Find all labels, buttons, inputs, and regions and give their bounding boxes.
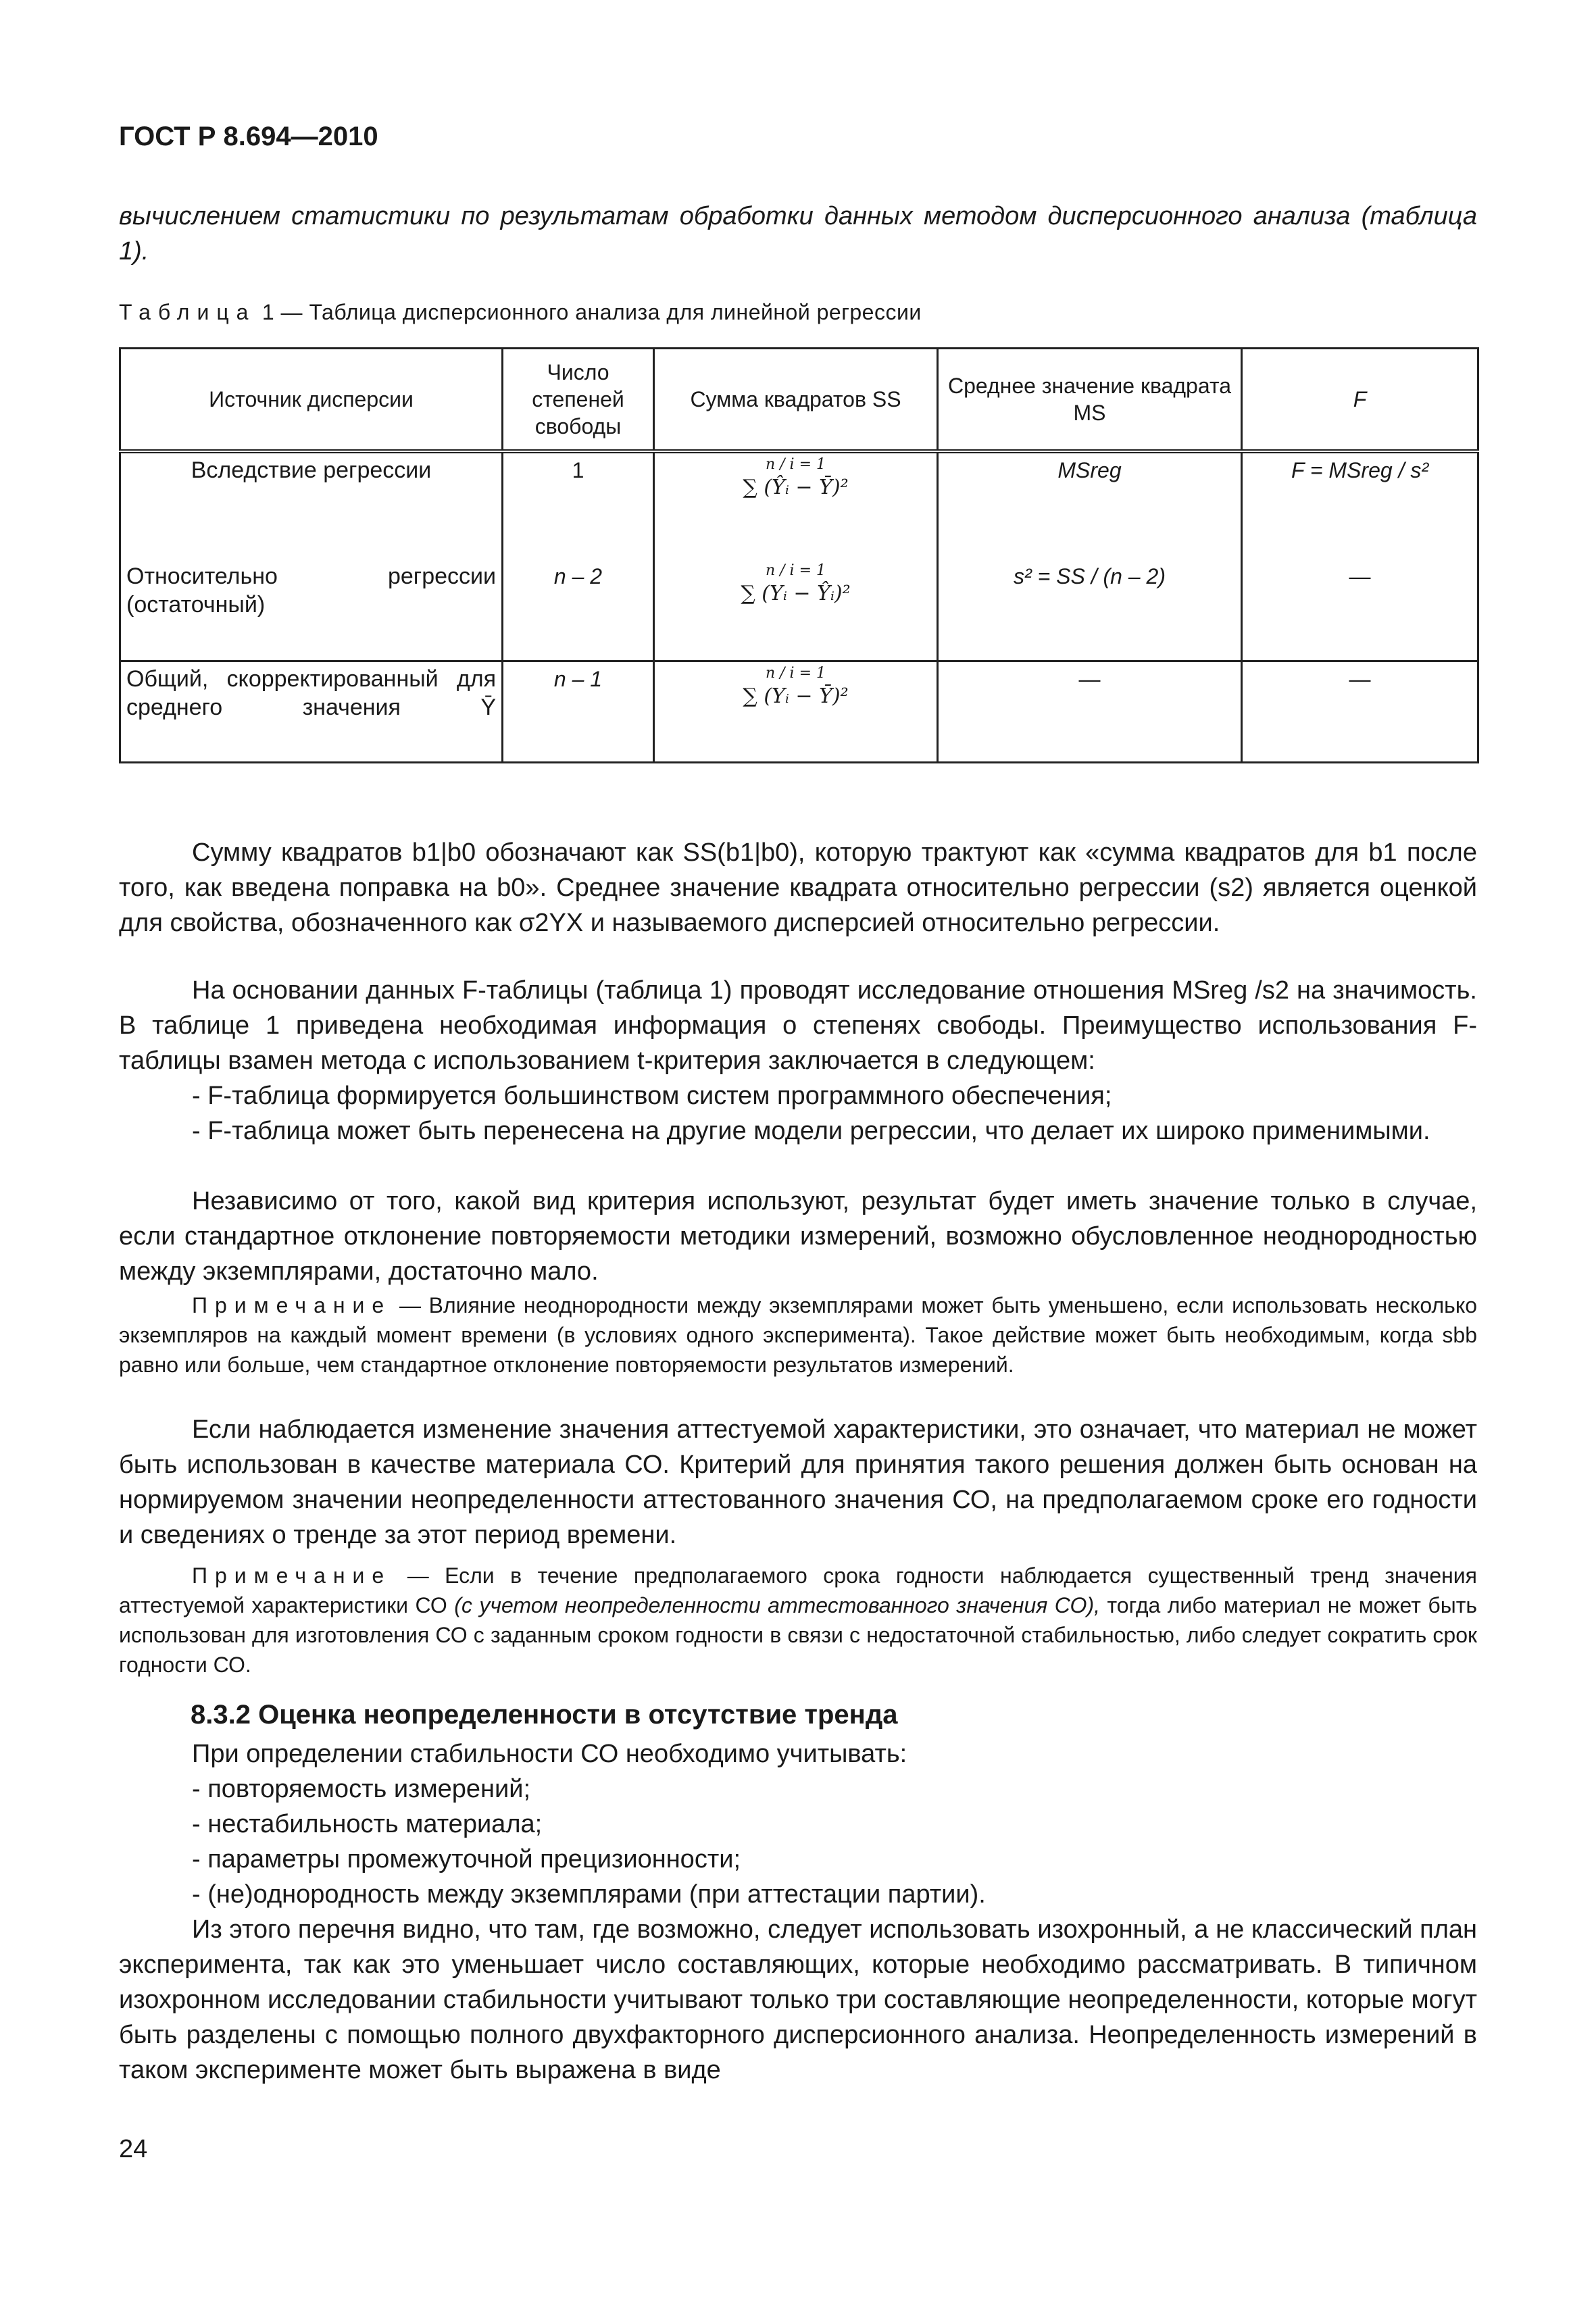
row-source: Вследствие регрессии: [120, 451, 503, 559]
row-f: —: [1242, 559, 1478, 661]
paragraph-stability: При определении стабильности СО необходимо учитывать:: [192, 1740, 907, 1768]
row-ss-formula: ∑ (Ŷᵢ − Ȳ)²: [743, 476, 849, 499]
list-item: - повторяемость измерений;: [192, 1775, 530, 1803]
table-caption-word: Таблица: [119, 300, 256, 324]
row-f: —: [1242, 661, 1478, 762]
col-header-ms: Среднее значение квадрата MS: [938, 349, 1242, 452]
row-ss: [654, 451, 938, 559]
paragraph-isochronous: Из этого перечня видно, что там, где возможно, следует использовать изохронный, а не классический план эксперимента, так как это уменьшает число составляющих, которые необходимо рассматривать. В типичном изохронном исследовании стабильности учитывают только три составляющие неопределенности, которые могут быть разделены с помощью полного двухфакторного дисперсионного анализа. Неопределенность измерений в таком эксперименте может быть выражена в виде: [119, 1915, 1477, 2084]
row-ss-formula: ∑ (Yᵢ − Ȳ)²: [743, 684, 849, 708]
row-ss-formula: ∑ (Yᵢ − Ŷᵢ)²: [741, 582, 851, 605]
row-df: n – 1: [503, 661, 654, 762]
row-ms: —: [938, 661, 1242, 762]
table-caption-text: 1 — Таблица дисперсионного анализа для линейной регрессии: [261, 300, 922, 324]
paragraph-f-table: На основании данных F-таблицы (таблица 1) проводят исследование отношения MSreg /s2 на значимость. В таблице 1 приведена необходимая информация о степенях свободы. Преимущество использования F-таблицы взамен метода с использованием t-критерия заключается в следующем:: [119, 976, 1477, 1075]
row-df: 1: [503, 451, 654, 559]
row-ss-limits: n / i = 1: [765, 456, 826, 473]
paragraph-sum-of-squares: Сумму квадратов b1|b0 обозначают как SS(b1|b0), которую трактуют как «сумма квадратов для b1 после того, как введена поправка на b0». Среднее значение квадрата относительно регрессии (s2) является оценкой для свойства, обозначенного как σ2YX и называемого дисперсией относительно регрессии.: [119, 838, 1477, 937]
note-text: — Если в течение предполагаемого срока годности наблюдается существенный тренд значения аттестуемой характеристики СО: [119, 1563, 1478, 1617]
bullet-item: - F-таблица может быть перенесена на другие модели регрессии, что делает их широко применимыми.: [192, 1117, 1430, 1145]
list-item: - (не)однородность между экземплярами (при аттестации партии).: [192, 1880, 986, 1909]
row-ms: MSreg: [938, 451, 1242, 559]
section-heading: 8.3.2 Оценка неопределенности в отсутствие тренда: [191, 1700, 898, 1730]
paragraph-change: Если наблюдается изменение значения аттестуемой характеристики, это означает, что материал не может быть использован в качестве материала СО. Критерий для принятия такого решения должен быть основан на нормируемом значении неопределенности аттестованного значения СО, на предполагаемом сроке его годности и сведениях о тренде за этот период времени.: [119, 1415, 1477, 1549]
row-ss-limits: n / i = 1: [765, 562, 826, 579]
paragraph-criterion: Независимо от того, какой вид критерия используют, результат будет иметь значение только в случае, если стандартное отклонение повторяемости методики измерений, возможно обусловленное неоднородностью между экземплярами, достаточно мало.: [119, 1187, 1477, 1286]
intro-paragraph: вычислением статистики по результатам обработки данных методом дисперсионного анализа (таблица 1).: [119, 202, 1477, 266]
table-row: [120, 661, 1478, 762]
row-ss: [654, 559, 938, 661]
list-item: - нестабильность материала;: [192, 1810, 543, 1838]
row-ms: s² = SS / (n – 2): [938, 559, 1242, 661]
col-header-ss: Сумма квадратов SS: [654, 349, 938, 452]
list-item: - параметры промежуточной прецизионности;: [192, 1845, 741, 1873]
row-ss: [654, 661, 938, 762]
row-f: F = MSreg / s²: [1242, 451, 1478, 559]
anova-table: [119, 347, 1479, 763]
page-number: 24: [119, 2135, 148, 2163]
col-header-source: Источник дисперсии: [120, 349, 503, 452]
table-row: [120, 559, 1478, 661]
row-source: Общий, скорректированный для среднего значения Ȳ: [120, 661, 503, 762]
col-header-f: F: [1242, 349, 1478, 452]
document-header: ГОСТ Р 8.694—2010: [119, 122, 378, 151]
note-text: тогда либо материал не может быть использован для изготовления СО с заданным сроком годности в связи с недостаточной стабильностью, либо следует сократить срок годности СО.: [119, 1593, 1478, 1677]
note-1: [119, 1290, 1477, 1380]
table-header-row: [120, 349, 1478, 452]
note-label: Примечание: [192, 1293, 392, 1317]
table-row: [120, 451, 1478, 559]
note-2: [119, 1561, 1477, 1680]
row-source: Относительно регрессии (остаточный): [120, 559, 503, 661]
note-label: Примечание: [192, 1563, 392, 1588]
row-df: n – 2: [503, 559, 654, 661]
table-caption: [119, 300, 922, 325]
note-text-italic: (с учетом неопределенности аттестованного значения СО),: [454, 1593, 1100, 1617]
col-header-df: Число степеней свободы: [503, 349, 654, 452]
note-text: — Влияние неоднородности между экземплярами может быть уменьшено, если использовать несколько экземпляров на каждый момент времени (в условиях одного эксперимента). Такое действие может быть необходимым, когда sbb равно или больше, чем стандартное отклонение повторяемости результатов измерений.: [119, 1293, 1478, 1377]
row-ss-limits: n / i = 1: [765, 664, 826, 682]
bullet-item: - F-таблица формируется большинством систем программного обеспечения;: [192, 1082, 1112, 1110]
